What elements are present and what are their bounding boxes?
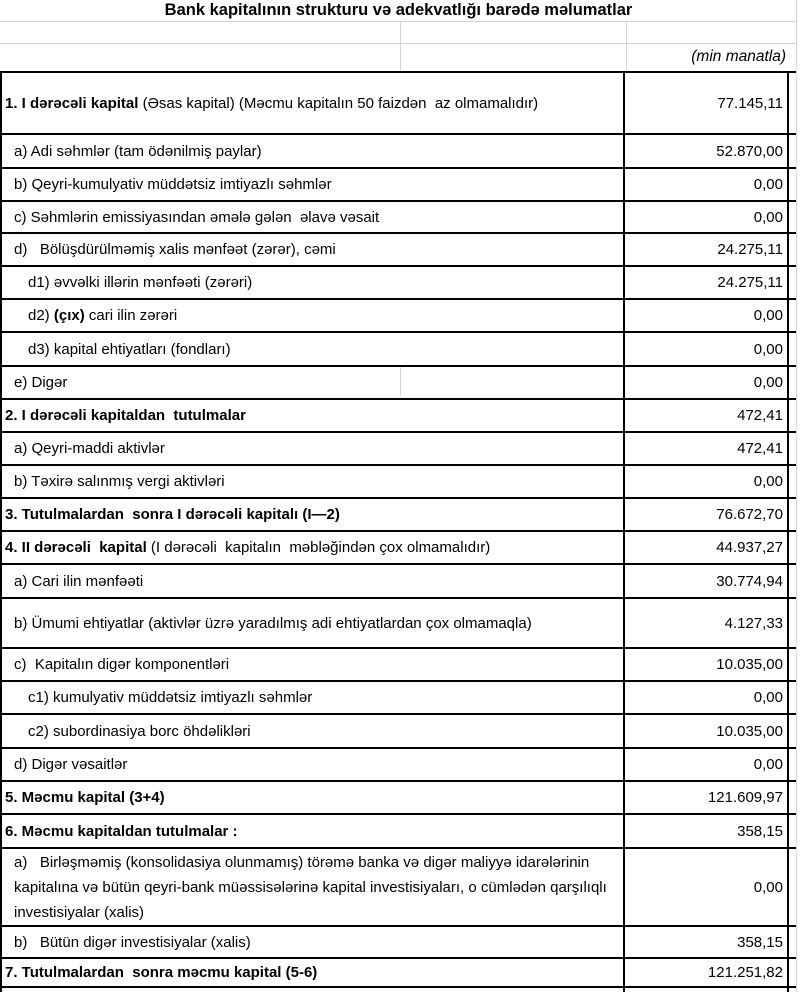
value-cell[interactable] — [623, 749, 789, 780]
value-cell[interactable] — [623, 135, 789, 167]
label-cell[interactable] — [0, 135, 623, 167]
label-text: d) Digər vəsaitlər — [14, 756, 128, 773]
table-row — [0, 499, 797, 532]
label-text: d2) — [28, 307, 54, 324]
label-cell[interactable] — [0, 202, 623, 232]
label-text: a) Adi səhmlər (tam ödənilmiş paylar) — [14, 142, 262, 160]
value-text: 10.035,00 — [716, 722, 783, 740]
gridline — [796, 0, 797, 992]
label-cell[interactable] — [0, 782, 623, 813]
value-cell[interactable] — [623, 849, 789, 925]
table-row — [0, 649, 797, 682]
table-row — [0, 782, 797, 815]
table-row — [0, 400, 797, 433]
label-cell[interactable] — [0, 599, 623, 647]
value-text: 358,15 — [737, 933, 783, 951]
value-cell[interactable] — [623, 367, 789, 398]
table-row — [0, 367, 797, 400]
value-cell[interactable] — [623, 649, 789, 680]
label-cell[interactable] — [0, 466, 623, 497]
label-text: c) Səhmlərin emissiyasından əmələ gələn əlavə vəsait — [14, 208, 380, 226]
value-text: 0,00 — [753, 878, 783, 896]
value-cell[interactable] — [623, 400, 789, 431]
value-text: 10.035,00 — [716, 656, 783, 673]
table-row — [0, 466, 797, 499]
value-text: 44.937,27 — [716, 539, 783, 556]
label-cell[interactable] — [0, 234, 623, 265]
table-row — [0, 433, 797, 466]
gridline — [400, 21, 401, 71]
table-row — [0, 73, 797, 135]
value-cell[interactable] — [623, 565, 789, 597]
value-cell[interactable] — [623, 927, 789, 957]
report-title[interactable]: Bank kapitalının strukturu və adekvatlığı barədə məlumatlar — [164, 1, 633, 19]
value-text: 358,15 — [737, 822, 783, 840]
label-text-bold: 3. Tutulmalardan sonra I dərəcəli kapitalı (I—2) — [5, 506, 340, 523]
label-cell[interactable] — [0, 73, 623, 133]
gridline — [0, 21, 797, 22]
label-cell[interactable] — [0, 682, 623, 713]
table-row — [0, 715, 797, 749]
label-cell[interactable] — [0, 267, 623, 298]
label-text-bold: 6. Məcmu kapitaldan tutulmalar : — [5, 822, 238, 840]
label-text: e) Digər — [14, 374, 68, 391]
label-text: a) Qeyri-maddi aktivlər — [14, 440, 165, 457]
label-text: (Əsas kapital) (Məcmu kapitalın 50 faizdən az olmamalıdır) — [138, 94, 539, 112]
value-text: 0,00 — [753, 208, 783, 226]
gridline — [0, 43, 797, 44]
value-cell[interactable] — [623, 959, 789, 986]
label-text-bold: (çıx) — [53, 307, 85, 324]
label-text-bold: 2. I dərəcəli kapitaldan tutulmalar — [5, 407, 246, 424]
label-cell[interactable] — [0, 433, 623, 464]
label-text: a) Cari ilin mənfəəti — [14, 572, 144, 590]
label-cell[interactable] — [0, 927, 623, 957]
value-text: 0,00 — [753, 689, 783, 706]
table-row — [0, 300, 797, 333]
value-cell[interactable] — [623, 715, 789, 747]
value-cell[interactable] — [623, 333, 789, 365]
label-text: (I dərəcəli kapitalın məbləğindən çox olmamalıdır) — [146, 539, 491, 556]
unit-note-text: (min manatla) — [691, 48, 786, 65]
value-text: 472,41 — [737, 407, 783, 424]
unit-note — [0, 43, 797, 71]
gridline — [626, 21, 627, 71]
label-text: b) Qeyri-kumulyativ müddətsiz imtiyazlı səhmlər — [14, 176, 332, 193]
value-cell[interactable] — [623, 202, 789, 232]
label-text: c1) kumulyativ müddətsiz imtiyazlı səhmlər — [28, 689, 313, 706]
label-cell[interactable] — [0, 565, 623, 597]
table-row — [0, 749, 797, 782]
label-cell[interactable] — [0, 849, 623, 925]
value-text: 0,00 — [753, 307, 783, 324]
table-row — [0, 849, 797, 927]
value-text: 0,00 — [753, 176, 783, 193]
label-text: a) Birləşməmiş (konsolidasiya olunmamış) törəmə banka və digər maliyyə idarələrinin kapitalına və bütün qeyri-bank müəssisələrinə kapital investisiyaları, o cümlədən qarşılıqlı investisiyalar (xalis) — [14, 853, 611, 921]
label-text-bold: 5. Məcmu kapital (3+4) — [5, 789, 165, 806]
table-row — [0, 234, 797, 267]
table-row — [0, 682, 797, 715]
label-cell[interactable] — [0, 400, 623, 431]
value-text: 77.145,11 — [717, 94, 783, 112]
value-cell[interactable] — [623, 815, 789, 847]
value-text: 472,41 — [737, 440, 783, 457]
label-text: d1) əvvəlki illərin mənfəəti (zərəri) — [28, 274, 253, 291]
table-row — [0, 599, 797, 649]
value-cell[interactable] — [623, 73, 789, 133]
value-text: 0,00 — [753, 756, 783, 773]
value-text: 0,00 — [753, 473, 783, 490]
label-text: c2) subordinasiya borc öhdəlikləri — [28, 722, 251, 740]
value-text: 52.870,00 — [716, 142, 783, 160]
label-cell[interactable] — [0, 988, 623, 992]
value-text: 0,00 — [753, 374, 783, 391]
value-cell[interactable] — [623, 433, 789, 464]
table-row — [0, 202, 797, 234]
label-cell[interactable] — [0, 300, 623, 331]
value-cell[interactable] — [623, 782, 789, 813]
label-text: d) Bölüşdürülməmiş xalis mənfəət (zərər), cəmi — [14, 241, 336, 258]
value-cell[interactable] — [623, 532, 789, 563]
value-cell[interactable] — [623, 988, 789, 992]
label-cell[interactable] — [0, 169, 623, 200]
value-text: 121.609,97 — [707, 789, 783, 806]
table-row — [0, 135, 797, 169]
label-text: cari ilin zərəri — [84, 307, 178, 324]
label-text-bold: 7. Tutulmalardan sonra məcmu kapital (5-6) — [5, 964, 318, 981]
value-text: 24.275,11 — [717, 241, 783, 258]
value-cell[interactable] — [623, 169, 789, 200]
label-text: d3) kapital ehtiyatları (fondları) — [28, 340, 231, 358]
table-row — [0, 267, 797, 300]
table-row-partial — [0, 988, 797, 992]
value-text: 121.251,82 — [707, 964, 783, 981]
value-text: 30.774,94 — [716, 572, 783, 590]
label-cell[interactable] — [0, 815, 623, 847]
table-row — [0, 532, 797, 565]
label-cell[interactable] — [0, 649, 623, 680]
value-cell[interactable] — [623, 300, 789, 331]
value-text: 0,00 — [753, 340, 783, 358]
table-row — [0, 927, 797, 959]
table-row — [0, 959, 797, 988]
gridline — [400, 367, 401, 396]
label-cell[interactable] — [0, 532, 623, 563]
value-cell[interactable] — [623, 234, 789, 265]
label-cell[interactable] — [0, 333, 623, 365]
table-row — [0, 333, 797, 367]
table-row — [0, 815, 797, 849]
value-text: 4.127,33 — [724, 614, 783, 632]
value-cell[interactable] — [623, 499, 789, 530]
label-text: b) Ümumi ehtiyatlar (aktivlər üzrə yaradılmış adi ehtiyatlardan çox olmamaqla) — [14, 614, 532, 632]
label-cell[interactable] — [0, 749, 623, 780]
label-cell[interactable] — [0, 715, 623, 747]
label-cell[interactable] — [0, 959, 623, 986]
value-cell[interactable] — [623, 599, 789, 647]
label-text-bold: 4. II dərəcəli kapital — [5, 539, 147, 556]
label-text-bold: 1. I dərəcəli kapital — [5, 94, 139, 112]
label-cell[interactable] — [0, 367, 623, 398]
value-cell[interactable] — [623, 466, 789, 497]
value-cell[interactable] — [623, 267, 789, 298]
label-text: c) Kapitalın digər komponentləri — [14, 656, 230, 673]
table-row — [0, 169, 797, 202]
value-text: 24.275,11 — [717, 274, 783, 291]
label-text: b) Təxirə salınmış vergi aktivləri — [14, 473, 225, 490]
capital-table — [0, 71, 797, 992]
value-cell[interactable] — [623, 682, 789, 713]
value-text: 76.672,70 — [716, 506, 783, 523]
label-cell[interactable] — [0, 499, 623, 530]
label-text: b) Bütün digər investisiyalar (xalis) — [14, 933, 251, 951]
table-row — [0, 565, 797, 599]
